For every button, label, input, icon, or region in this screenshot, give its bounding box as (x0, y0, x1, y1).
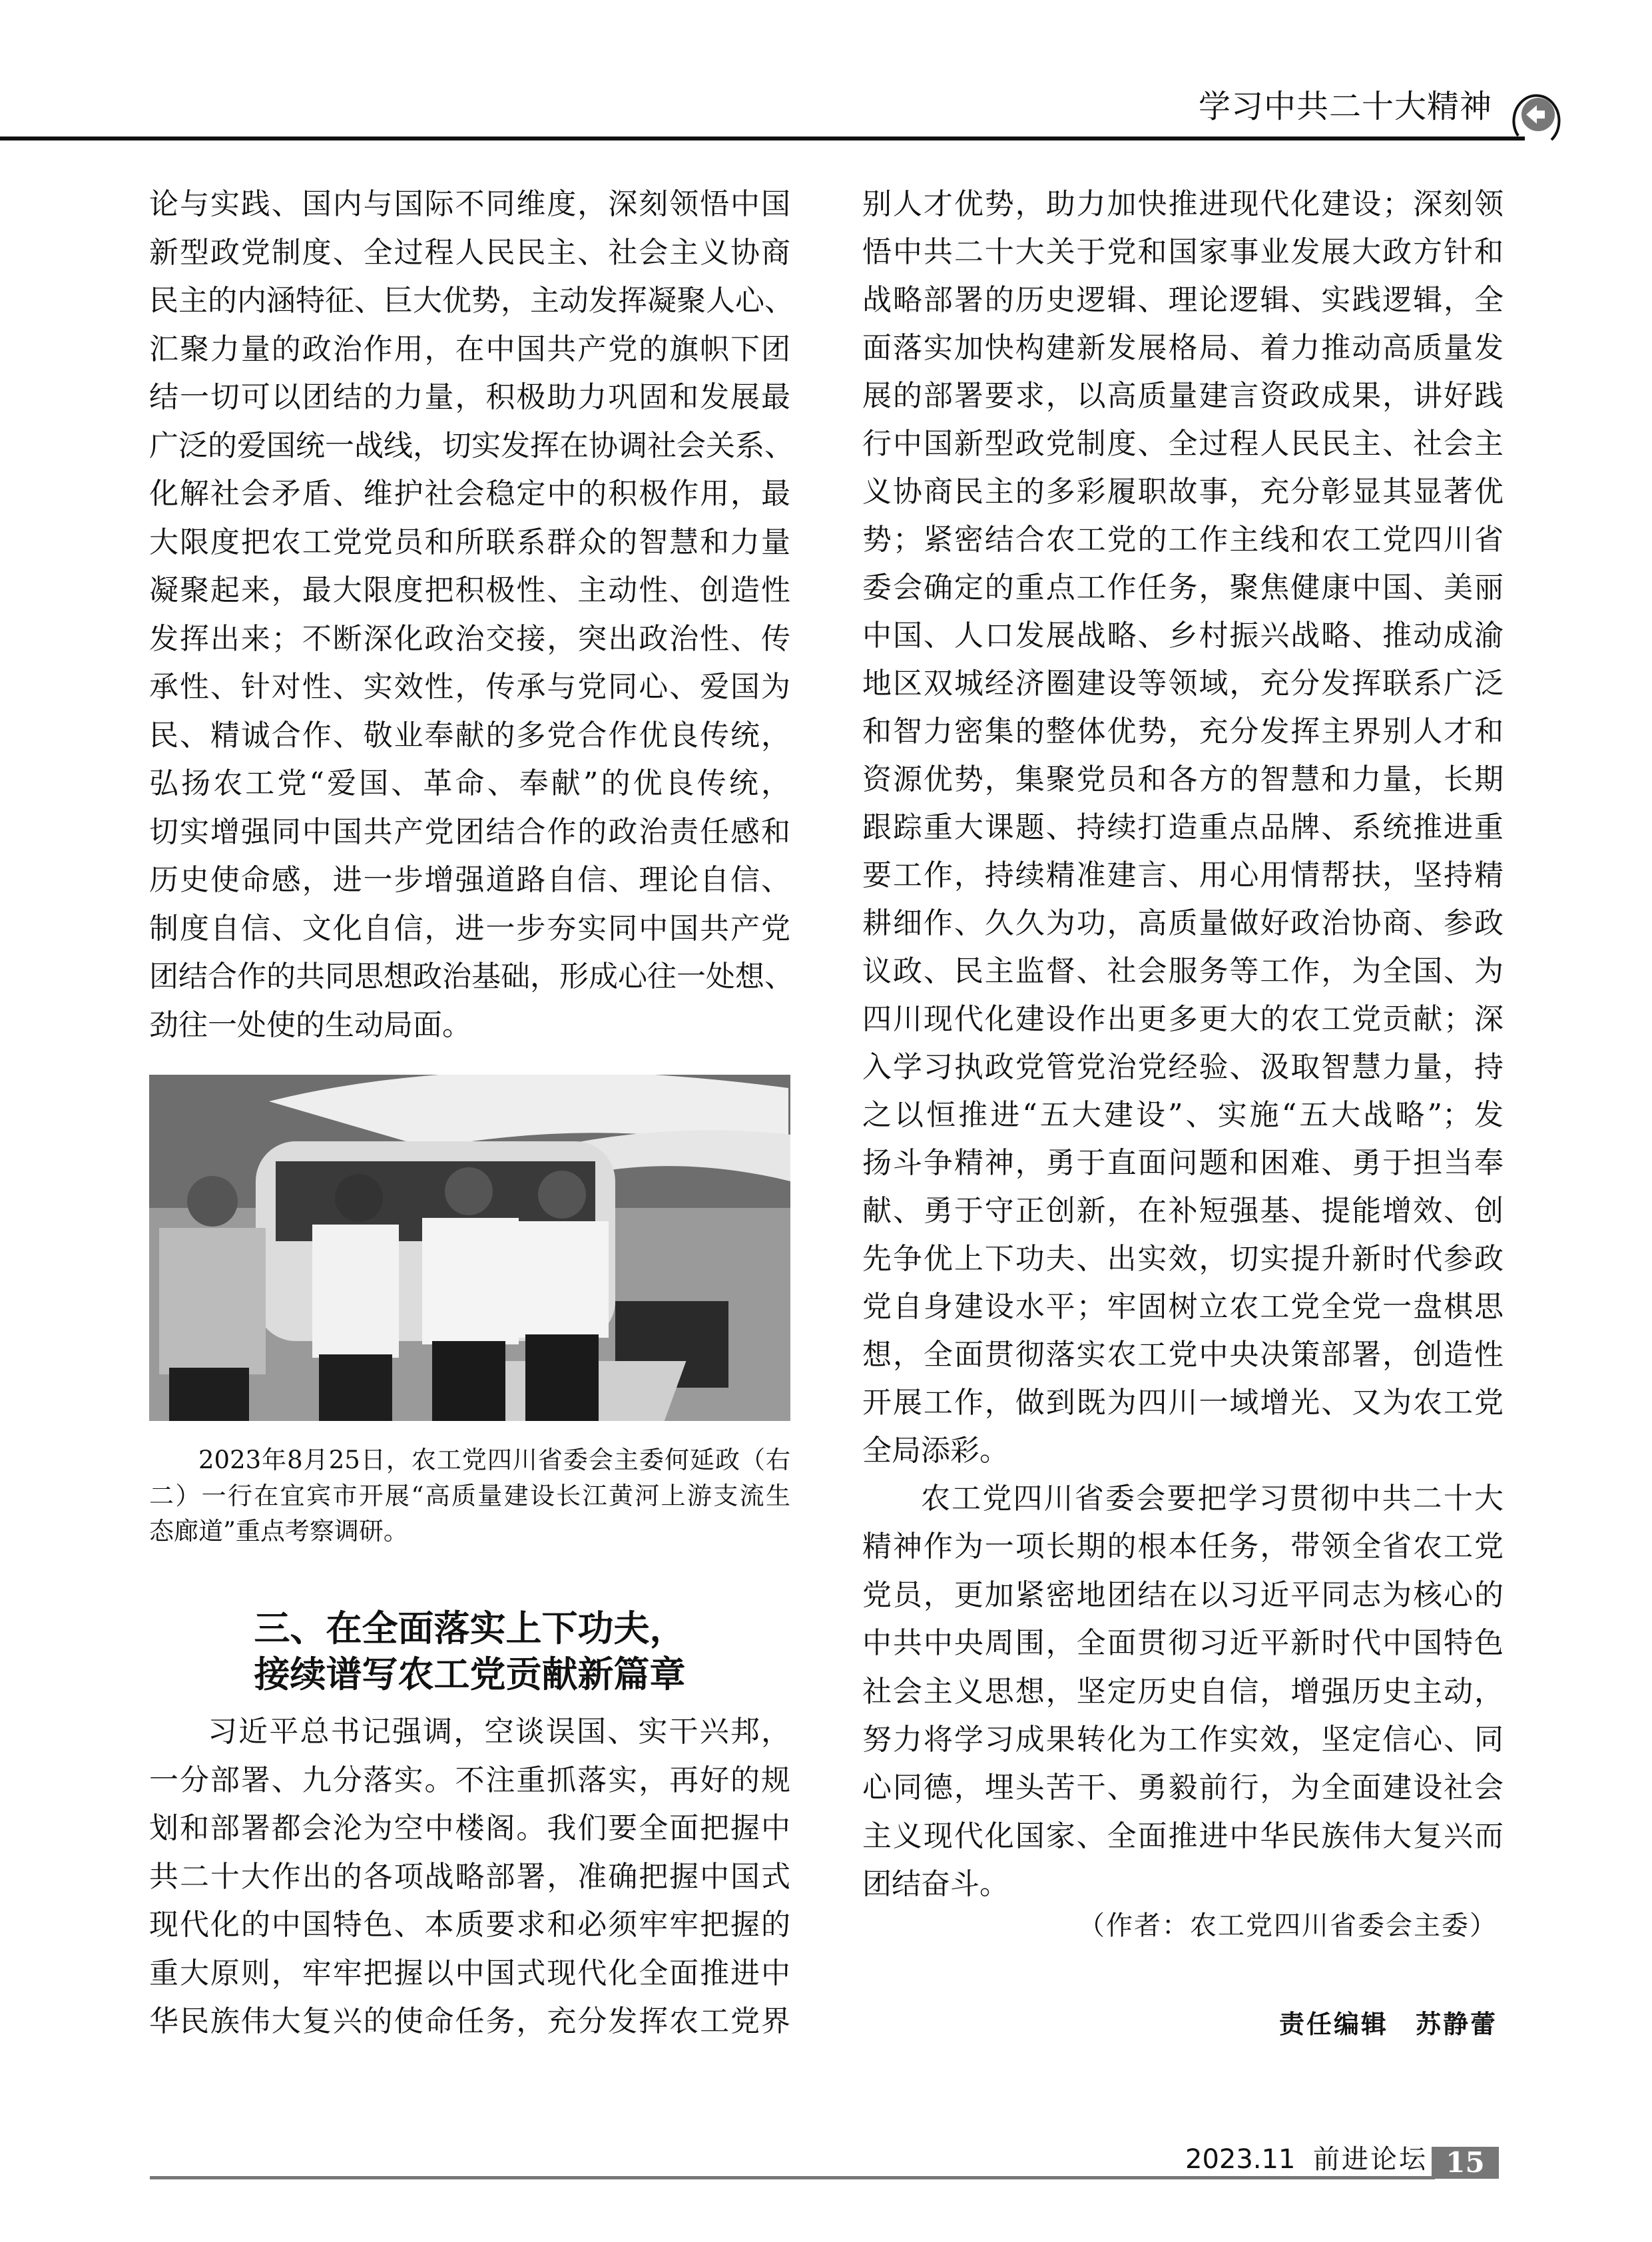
paragraph-line: 划和部署都会沦为空中楼阁。我们要全面把握中 (149, 1811, 790, 1845)
paragraph-line: 想，全面贯彻落实农工党中央决策部署，创造性 (862, 1338, 1504, 1372)
paragraph-line: 地区双城经济圈建设等领域，充分发挥联系广泛 (862, 667, 1504, 701)
paragraph-line: 发挥出来；不断深化政治交接，突出政治性、传 (149, 621, 790, 656)
paragraph-line: 党员，更加紧密地团结在以习近平同志为核心的 (862, 1577, 1504, 1612)
paragraph-line: 献、勇于守正创新，在补短强基、提能增效、创 (862, 1194, 1504, 1228)
paragraph-line: 悟中共二十大关于党和国家事业发展大政方针和 (862, 235, 1504, 269)
paragraph-line: 弘扬农工党“爱国、革命、奉献”的优良传统， (149, 766, 790, 800)
paragraph-line: 团结合作的共同思想政治基础，形成心往一处想、 (149, 960, 794, 993)
paragraph-line: 四川现代化建设作出更多更大的农工党贡献；深 (862, 1002, 1504, 1036)
issue-date: 2023.11 (1185, 2144, 1296, 2175)
paragraph-line: 先争优上下功夫、出实效，切实提升新时代参政 (862, 1242, 1504, 1276)
paragraph-line: 入学习执政党管党治党经验、汲取智慧力量，持 (862, 1050, 1504, 1084)
paragraph-line: 耕细作、久久为功，高质量做好政治协商、参政 (862, 906, 1504, 940)
editor-credit: 责任编辑 苏静蕾 (1278, 2009, 1498, 2039)
header-rule (0, 137, 1525, 140)
paragraph-line: 全局添彩。 (862, 1434, 1009, 1468)
paragraph-line: 历史使命感，进一步增强道路自信、理论自信、 (149, 863, 790, 897)
paragraph-line: 新型政党制度、全过程人民民主、社会主义协商 (149, 235, 790, 270)
paragraph-line: 化解社会矛盾、维护社会稳定中的积极作用，最 (149, 477, 790, 511)
paragraph-line: 心同德，埋头苦干、勇毅前行，为全面建设社会 (862, 1771, 1504, 1805)
paragraph-line: 一分部署、九分落实。不注重抓落实，再好的规 (149, 1763, 790, 1797)
paragraph-line: 努力将学习成果转化为工作实效，坚定信心、同 (862, 1723, 1504, 1757)
paragraph-line: 民、精诚合作、敬业奉献的多党合作优良传统， (149, 718, 790, 752)
paragraph-line: 资源优势，集聚党员和各方的智慧和力量，长期 (862, 762, 1504, 796)
paragraph-line: 现代化的中国特色、本质要求和必须牢牢把握的 (149, 1908, 790, 1942)
paragraph-line: 重大原则，牢牢把握以中国式现代化全面推进中 (149, 1956, 790, 1990)
paragraph-line: 农工党四川省委会要把学习贯彻中共二十大 (921, 1482, 1504, 1516)
paragraph-line: 论与实践、国内与国际不同维度，深刻领悟中国 (149, 187, 790, 221)
paragraph-line: 要工作，持续精准建言、用心用情帮扶，坚持精 (862, 858, 1504, 892)
paragraph-line: 面落实加快构建新发展格局、着力推动高质量发 (862, 331, 1504, 365)
photo-caption-line: 2023年8月25日，农工党四川省委会主委何延政（右 (198, 1446, 790, 1474)
photo-scene (149, 1075, 790, 1421)
section-heading-line: 三、在全面落实上下功夫， (254, 1607, 686, 1649)
paragraph-line: 结一切可以团结的力量，积极助力巩固和发展最 (149, 380, 790, 414)
section-title: 学习中共二十大精神 (1199, 88, 1493, 125)
paragraph-line: 精神作为一项长期的根本任务，带领全省农工党 (862, 1530, 1504, 1564)
photo-caption-line: 二）一行在宜宾市开展“高质量建设长江黄河上游支流生 (149, 1481, 790, 1510)
paragraph-line: 战略部署的历史逻辑、理论逻辑、实践逻辑，全 (862, 283, 1504, 317)
paragraph-line: 大限度把农工党党员和所联系群众的智慧和力量 (149, 525, 790, 559)
paragraph-line: 展的部署要求，以高质量建言资政成果，讲好践 (862, 379, 1504, 413)
paragraph-line: 主义现代化国家、全面推进中华民族伟大复兴而 (862, 1819, 1504, 1853)
paragraph-line: 劲往一处使的生动局面。 (149, 1007, 471, 1042)
paragraph-line: 汇聚力量的政治作用，在中国共产党的旗帜下团 (149, 332, 790, 366)
paragraph-line: 中国、人口发展战略、乡村振兴战略、推动成渝 (862, 619, 1504, 653)
photo-caption-line: 态廊道”重点考察调研。 (149, 1517, 408, 1545)
paragraph-line: 之以恒推进“五大建设”、实施“五大战略”；发 (862, 1098, 1504, 1132)
paragraph-line: 团结奋斗。 (862, 1867, 1009, 1902)
paragraph-line: 和智力密集的整体优势，充分发挥主界别人才和 (862, 714, 1504, 748)
magazine-name: 前进论坛 (1313, 2144, 1428, 2175)
paragraph-line: 行中国新型政党制度、全过程人民民主、社会主 (862, 427, 1504, 461)
paragraph-line: 党自身建设水平；牢固树立农工党全党一盘棋思 (862, 1290, 1504, 1324)
paragraph-line: 扬斗争精神，勇于直面问题和困难、勇于担当奉 (862, 1146, 1504, 1180)
paragraph-line: 民主的内涵特征、巨大优势，主动发挥凝聚人心、 (149, 284, 794, 318)
paragraph-line: 别人才优势，助力加快推进现代化建设；深刻领 (862, 187, 1504, 221)
paragraph-line: 制度自信、文化自信，进一步夯实同中国共产党 (149, 911, 790, 946)
paragraph-line: 跟踪重大课题、持续打造重点品牌、系统推进重 (862, 810, 1504, 844)
article-photo (149, 1075, 790, 1421)
paragraph-line: 习近平总书记强调，空谈误国、实干兴邦， (208, 1715, 790, 1749)
author-credit: （作者：农工党四川省委会主委） (1078, 1910, 1498, 1941)
paragraph-line: 凝聚起来，最大限度把积极性、主动性、创造性 (149, 573, 790, 607)
section-heading-line: 接续谱写农工党贡献新篇章 (254, 1653, 686, 1695)
paragraph-line: 承性、针对性、实效性，传承与党同心、爱国为 (149, 670, 790, 704)
paragraph-line: 委会确定的重点工作任务，聚焦健康中国、美丽 (862, 571, 1504, 605)
paragraph-line: 开展工作，做到既为四川一域增光、又为农工党 (862, 1386, 1504, 1420)
paragraph-line: 切实增强同中国共产党团结合作的政治责任感和 (149, 814, 790, 849)
paragraph-line: 广泛的爱国统一战线，切实发挥在协调社会关系、 (149, 428, 794, 463)
page-number: 15 (1432, 2147, 1499, 2179)
paragraph-line: 议政、民主监督、社会服务等工作，为全国、为 (862, 954, 1504, 988)
paragraph-line: 势；紧密结合农工党的工作主线和农工党四川省 (862, 523, 1504, 557)
paragraph-line: 共二十大作出的各项战略部署，准确把握中国式 (149, 1859, 790, 1894)
paragraph-line: 华民族伟大复兴的使命任务，充分发挥农工党界 (149, 2004, 790, 2038)
paragraph-line: 中共中央周围，全面贯彻习近平新时代中国特色 (862, 1626, 1504, 1661)
arrow-left-circle-icon (1512, 85, 1563, 144)
paragraph-line: 义协商民主的多彩履职故事，充分彰显其显著优 (862, 475, 1504, 509)
paragraph-line: 社会主义思想，坚定历史自信，增强历史主动， (862, 1674, 1504, 1709)
